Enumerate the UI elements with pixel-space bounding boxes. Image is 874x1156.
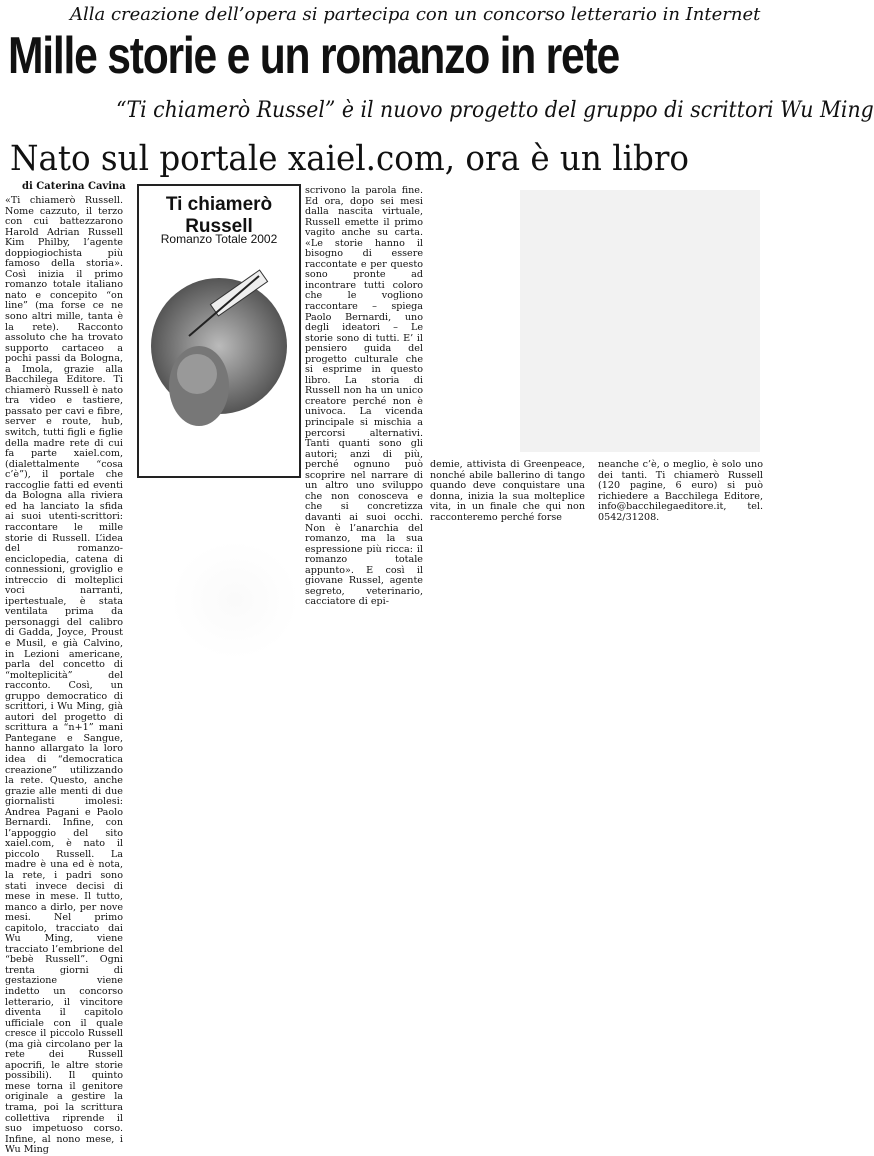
article-column-1: «Ti chiamerò Russell. Nome cazzuto, il terzo con cui battezzarono Harold Adrian Russell Kim Philby, l’agente doppiogiochista più famoso della storia». Così inizia il primo romanzo totale italiano nato e concepito “on line” (ma forse ce ne sono altri mille, tanta è la rete). Racconto assoluto che ha trovato supporto cartaceo a pochi passi da Bologna, a Imola, grazie alla Bacchilega Editore. Ti chiamerò Russell è nato tra video e tastiere, passato per cavi e fibre, server e route, hub, switch, tutti figli e figlie della madre rete di cui fa parte xaiel.com, (dialettalmente “cosa c’è”), il portale che raccoglie fatti ed eventi da Bologna alla riviera ed ha lanciato la sfida ai suoi utenti-scrittori: raccontare le mille storie di Russell. L’idea del romanzo-enciclopedia, catena di connessioni, groviglio e intreccio di molteplici voci narranti, ipertestuale, è stata ventilata prima da personaggi del calibro di Gadda, Joyce, Proust e Musil, e già Calvino, in Lezioni americane, parla del concetto di “molteplicità” del racconto. Così, un gruppo democratico di scrittori, i Wu Ming, già autori del progetto di scrittura a “n+1” mani Pantegane e Sangue, hanno allargato la loro idea di “democratica creazione” utilizzando la rete. Questo, anche grazie alle menti di due giornalisti imolesi: Andrea Pagani e Paolo Bernardi. Infine, con l’appoggio del sito xaiel.com, è nato il piccolo Russell. La madre è una ed è nota, la rete, i padri sono stati invece decisi di mese in mese. Il tutto, manco a dirlo, per nove mesi. Nel primo capitolo, tracciato dai Wu Ming, viene tracciato l’embrione del “bebè Russell”. Ogni trenta giorni di gestazione viene indetto un concorso letterario, il vincitore diventa il capitolo ufficiale con il quale cresce il piccolo Russell (ma già circolano per la rete dei Russell apocrifi, le altre storie possibili). Il quinto mese torna il genitore originale a gestire la trama, poi la scrittura collettiva riprende il suo impetuoso corso. Infine, al nono mese, i Wu Ming [5,195,123,1156]
byline: di Caterina Cavina [22,181,126,192]
article-deck: “Ti chiamerò Russel” è il nuovo progetto del gruppo di scrittori Wu Ming [116,98,874,123]
article-headline: Mille storie e un romanzo in rete [8,27,619,85]
article-subhead: Nato sul portale xaiel.com, ora è un libro [10,139,690,179]
scan-blemish [170,540,300,660]
book-cover-title: Ti chiamerò Russell [165,194,273,237]
article-column-4: neanche c’è, o meglio, è solo uno dei tanti. Ti chiamerò Russell (120 pagine, 6 euro) si può richiedere a Bacchilega Editore, info@bacchilegaeditore.it, tel. 0542/31208. [598,459,763,523]
article-column-2: scrivono la parola fine. Ed ora, dopo sei mesi dalla nascita virtuale, Russell emette il primo vagito anche su carta. «Le storie hanno il bisogno di essere raccontate e per questo sono pronte ad incontrare tutti coloro che le vogliono raccontare – spiega Paolo Bernardi, uno degli ideatori – Le storie sono di tutti. E’ il pensiero guida del progetto culturale che si esprime in questo libro. La storia di Russell non ha un unico creatore perché non è univoca. La vicenda principale si mischia a percorsi alternativi. Tanti quanti sono gli autori; anzi di più, perché ognuno può scoprire nel narrare di un altro uno sviluppo che non conosceva e che si concretizza davanti ai suoi occhi. Non è l’anarchia del romanzo, ma la sua espressione più ricca: il romanzo totale appunto». E così il giovane Russel, agente segreto, veterinario, cacciatore di epi- [305,185,423,608]
article-kicker: Alla creazione dell’opera si partecipa con un concorso letterario in Internet [70,4,761,25]
book-cover-subtitle: Romanzo Totale 2002 [160,232,278,246]
photo-placeholder [520,190,760,452]
article-column-3: demie, attivista di Greenpeace, nonché abile ballerino di tango quando deve conquistare una donna, inizia la sua molteplice vita, in un finale che qui non racconteremo perché forse [430,459,585,523]
book-cover-box [137,184,301,478]
book-cover-illustration [149,256,289,470]
